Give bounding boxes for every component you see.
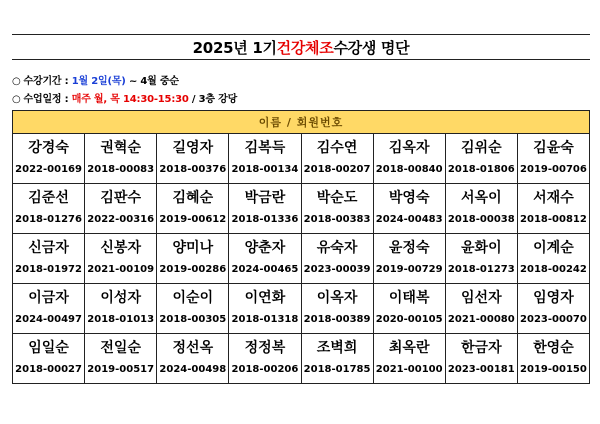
member-cell [517,134,589,184]
member-cell [517,334,589,384]
member-number: 2018-00242 [520,264,587,275]
member-cell [85,234,157,284]
member-cell [445,184,517,234]
member-name: 양미나 [172,240,214,256]
member-name: 윤정숙 [388,240,430,256]
member-cell [445,134,517,184]
member-number: 2018-01806 [447,164,515,175]
member-cell [13,284,85,334]
member-number: 2023-00039 [303,264,371,275]
member-number: 2021-00100 [375,364,443,375]
member-name: 이태복 [388,290,430,306]
member-cell [301,334,373,384]
member-cell [301,134,373,184]
member-number: 2018-01336 [231,214,299,225]
member-cell [445,334,517,384]
member-number: 2019-00150 [520,364,587,375]
member-cell [229,234,301,284]
member-cell [301,184,373,234]
member-cell [229,184,301,234]
member-name: 최옥란 [388,340,430,356]
member-name: 한금자 [461,340,502,356]
member-cell [517,234,589,284]
table-row [13,334,590,384]
member-cell [517,184,589,234]
table-row [13,184,590,234]
member-number: 2018-00305 [159,314,227,325]
member-number: 2018-01318 [231,314,299,325]
course-period [12,72,179,87]
member-cell [445,284,517,334]
member-number: 2018-00134 [231,164,299,175]
member-name: 권혁순 [100,140,141,156]
table-row [13,234,590,284]
member-cell [13,334,85,384]
table-row [13,284,590,334]
circle-bullet-icon: ○ [12,94,21,105]
member-number: 2019-00706 [520,164,587,175]
member-name: 강경숙 [28,140,69,156]
member-name: 김옥자 [388,140,430,156]
table-header: 이름 / 회원번호 [13,111,590,134]
member-cell [13,134,85,184]
member-name: 임일순 [28,340,69,356]
member-name: 이성자 [100,290,141,306]
member-number: 2019-00517 [87,364,155,375]
member-cell [157,234,229,284]
member-name: 임영자 [533,290,574,306]
course-period-dates: 1월 2일(목) [71,76,126,87]
member-cell [301,284,373,334]
member-number: 2019-00286 [159,264,227,275]
member-name: 길영자 [172,140,214,156]
member-name: 유숙자 [316,240,358,256]
class-schedule [12,90,237,105]
member-cell [85,184,157,234]
member-number: 2018-00038 [447,214,515,225]
member-name: 신봉자 [100,240,141,256]
member-number: 2024-00498 [159,364,227,375]
page-title [12,34,590,60]
member-number: 2022-00169 [15,164,82,175]
member-name: 이순이 [172,290,214,306]
member-name: 한영순 [533,340,574,356]
member-number: 2018-00083 [87,164,155,175]
member-cell [373,334,445,384]
member-name: 윤화이 [461,240,502,256]
member-name: 신금자 [28,240,69,256]
member-name: 김혜순 [172,190,214,206]
member-cell [445,234,517,284]
member-number: 2018-00376 [159,164,227,175]
member-name: 조벽희 [316,340,358,356]
member-cell [13,234,85,284]
member-cell [157,134,229,184]
member-name: 김윤숙 [533,140,574,156]
course-period-tail: ~ 4월 중순 [125,76,179,87]
member-number: 2019-00612 [159,214,227,225]
member-cell [229,284,301,334]
title-highlight: 건강체조 [276,38,334,57]
member-number: 2021-00080 [447,314,515,325]
member-name: 이연화 [244,290,286,306]
member-number: 2023-00181 [447,364,515,375]
member-number: 2018-00812 [520,214,587,225]
class-schedule-label: 수업일정 : [23,94,72,105]
member-name: 정선옥 [172,340,214,356]
member-number: 2024-00497 [15,314,82,325]
member-number: 2023-00070 [520,314,587,325]
member-name: 박영숙 [388,190,430,206]
member-number: 2018-00206 [231,364,299,375]
class-schedule-days: 매주 월, 목 14:30-15:30 [71,94,189,105]
member-name: 서재수 [533,190,574,206]
member-name: 서옥이 [461,190,502,206]
member-name: 박금란 [244,190,286,206]
member-number: 2024-00483 [375,214,443,225]
member-name: 이계순 [533,240,574,256]
member-name: 박순도 [316,190,358,206]
member-number: 2018-00389 [303,314,371,325]
member-number: 2018-00383 [303,214,371,225]
roster-table [12,110,590,384]
member-number: 2018-01273 [447,264,515,275]
member-cell [301,234,373,284]
member-name: 전일순 [100,340,141,356]
member-number: 2019-00729 [375,264,443,275]
course-period-label: 수강기간 : [23,76,72,87]
member-cell [157,334,229,384]
member-number: 2020-00105 [375,314,443,325]
member-number: 2018-00207 [303,164,371,175]
member-number: 2021-00109 [87,264,155,275]
member-cell [373,184,445,234]
member-name: 김수연 [316,140,358,156]
member-name: 김복득 [244,140,286,156]
member-cell [157,184,229,234]
member-name: 이옥자 [316,290,358,306]
circle-bullet-icon: ○ [12,76,21,87]
member-cell [517,284,589,334]
member-name: 이금자 [28,290,69,306]
title-suffix: 수강생 명단 [333,38,410,57]
member-cell [373,234,445,284]
member-cell [13,184,85,234]
member-number: 2018-00840 [375,164,443,175]
member-number: 2018-01013 [87,314,155,325]
member-cell [85,284,157,334]
member-number: 2018-00027 [15,364,82,375]
member-number: 2018-01785 [303,364,371,375]
member-cell [229,334,301,384]
title-prefix: 2025년 1기 [192,38,277,57]
member-name: 김준선 [28,190,69,206]
member-number: 2018-01276 [15,214,82,225]
member-name: 양춘자 [244,240,286,256]
member-name: 김판수 [100,190,141,206]
member-cell [85,334,157,384]
member-number: 2022-00316 [87,214,155,225]
member-cell [373,284,445,334]
table-row [13,134,590,184]
member-cell [373,134,445,184]
member-name: 임선자 [461,290,502,306]
class-schedule-tail: / 3층 강당 [188,94,238,105]
member-name: 김위순 [461,140,502,156]
member-cell [85,134,157,184]
member-name: 정정복 [244,340,286,356]
member-cell [229,134,301,184]
member-number: 2024-00465 [231,264,299,275]
member-cell [157,284,229,334]
member-number: 2018-01972 [15,264,82,275]
